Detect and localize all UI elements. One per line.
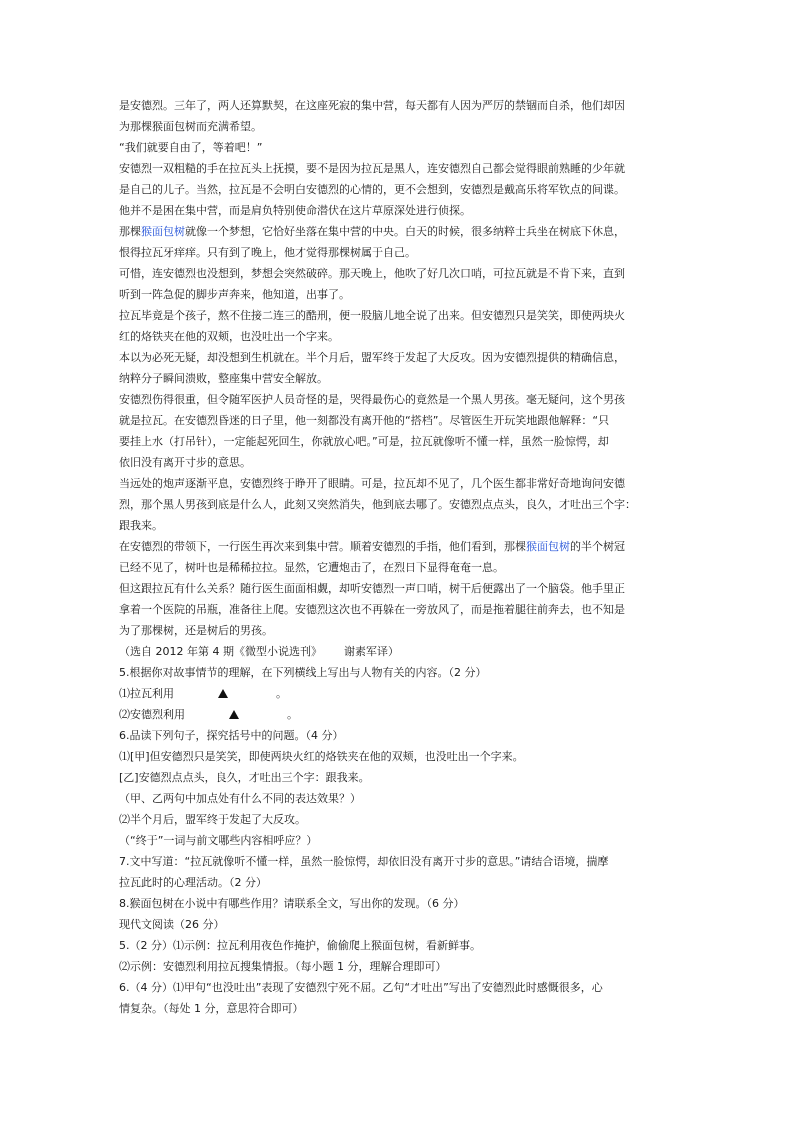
blank-label: ⑵安德烈利用: [119, 708, 185, 721]
baobab-tree-link[interactable]: 猴面包树: [526, 540, 570, 553]
text-line: 他并不是困在集中营，而是肩负特别使命潜伏在这片草原深处进行侦探。: [119, 204, 471, 217]
triangle-marker-icon: [229, 710, 239, 719]
text-line: [119, 221, 679, 242]
text-line: 拉瓦此时的心理活动。（2 分）: [119, 876, 267, 889]
text-line: 红的烙铁夹在他的双颊，也没吐出一个字来。: [119, 330, 339, 343]
question-5-blank-1: [119, 683, 679, 704]
question-7: 7.文中写道：“拉瓦就像听不懂一样，虽然一脸惊愕，却依旧没有离开寸步的意思。”请结合语境，揣摩: [119, 855, 609, 868]
text-line: ⑴[甲]但安德烈只是笑笑，即使两块火红的烙铁夹在他的双颊，也没吐出一个字来。: [119, 750, 524, 763]
text-segment: 在安德烈的带领下，一行医生再次来到集中营。顺着安德烈的手指，他们看到，那棵: [119, 540, 526, 553]
text-line: 已经不见了，树叶也是稀稀拉拉。显然，它遭炮击了，在烈日下显得奄奄一息。: [119, 561, 504, 574]
question-6: 6.品读下列句子，探究括号中的问题。（4 分）: [119, 729, 344, 742]
document-page: [119, 95, 679, 1019]
text-line: 拉瓦毕竟是个孩子，熬不住接二连三的酷刑，便一股脑儿地全说了出来。但安德烈只是笑笑，即使两块火: [119, 309, 625, 322]
text-line: （“终于”一词与前文哪些内容相呼应？）: [119, 834, 318, 847]
text-line: 本以为必死无疑，却没想到生机就在。半个月后，盟军终于发起了大反攻。因为安德烈提供的精确信息，: [119, 351, 625, 364]
text-line: 恨得拉瓦牙痒痒。只有到了晚上，他才觉得那棵树属于自己。: [119, 246, 416, 259]
text-line: 要挂上水（打吊针），一定能起死回生，你就放心吧。”可是，拉瓦就像听不懂一样，虽然一脸惊愕，却: [119, 435, 609, 448]
question-5-blank-2: [119, 704, 679, 725]
text-line: 当远处的炮声逐渐平息，安德烈终于睁开了眼睛。可是，拉瓦却不见了，几个医生都非常好奇地询问安德: [119, 477, 625, 490]
text-line: 但这跟拉瓦有什么关系？随行医生面面相觑，却听安德烈一声口哨，树干后便露出了一个脑袋。他手里正: [119, 582, 625, 595]
source-line: [119, 641, 679, 662]
text-line: [119, 536, 679, 557]
blank-end: 。: [276, 687, 287, 700]
blank-end: 。: [287, 708, 298, 721]
text-line: 可惜，连安德烈也没想到，梦想会突然破碎。那天晚上，他吹了好几次口哨，可拉瓦就是不肯下来，直到: [119, 267, 625, 280]
text-line: 为那棵猴面包树而充满希望。: [119, 120, 262, 133]
text-line: 安德烈一双粗糙的手在拉瓦头上抚摸，要不是因为拉瓦是黑人，连安德烈自己都会觉得眼前熟睡的少年就: [119, 162, 625, 175]
baobab-tree-link[interactable]: 猴面包树: [141, 225, 185, 238]
triangle-marker-icon: [218, 689, 228, 698]
answer-5: 5.（2 分）⑴示例：拉瓦利用夜色作掩护，偷偷爬上猴面包树，看新鲜事。: [119, 939, 481, 952]
text-line: 拿着一个医院的吊瓶，准备往上爬。安德烈这次也不再躲在一旁放风了，而是拖着腿往前奔去，也不知是: [119, 603, 625, 616]
text-line: 安德烈伤得很重，但令随军医护人员奇怪的是，哭得最伤心的竟然是一个黑人男孩。毫无疑问，这个男孩: [119, 393, 625, 406]
source-citation: （选自 2012 年第 4 期《微型小说选刊》: [119, 645, 322, 658]
answer-6: 6.（4 分）⑴甲句“也没吐出”表现了安德烈宁死不屈。乙句“才吐出”写出了安德烈此时感慨很多，心: [119, 981, 603, 994]
answer-5-part-2: ⑵示例：安德烈利用拉瓦搜集情报。（每小题 1 分，理解合理即可）: [119, 960, 447, 973]
answer-section-title: 现代文阅读（26 分）: [119, 918, 225, 931]
text-line: 听到一阵急促的脚步声奔来，他知道，出事了。: [119, 288, 350, 301]
text-line: （甲、乙两句中加点处有什么不同的表达效果？）: [119, 792, 361, 805]
question-8: 8.猴面包树在小说中有哪些作用？请联系全文，写出你的发现。（6 分）: [119, 897, 465, 910]
answer-6-cont: 情复杂。（每处 1 分，意思符合即可）: [119, 1002, 304, 1015]
text-line: [乙]安德烈点点头，良久，才吐出三个字：跟我来。: [119, 771, 370, 784]
text-line: ⑵半个月后，盟军终于发起了大反攻。: [119, 813, 306, 826]
text-segment: 就像一个梦想，它恰好坐落在集中营的中央。白天的时候，很多纳粹士兵坐在树底下休息，: [185, 225, 625, 238]
text-line: 纳粹分子瞬间溃败，整座集中营安全解放。: [119, 372, 328, 385]
translator-credit: 谢素军译）: [343, 645, 399, 658]
blank-label: ⑴拉瓦利用: [119, 687, 174, 700]
text-segment: 的半个树冠: [570, 540, 625, 553]
text-line: 烈，那个黑人男孩到底是什么人，此刻又突然消失，他到底去哪了。安德烈点点头，良久，才吐出三个字：: [119, 498, 636, 511]
text-line: 为了那棵树，还是树后的男孩。: [119, 624, 273, 637]
text-line: 是自己的儿子。当然，拉瓦是不会明白安德烈的心情的，更不会想到，安德烈是戴高乐将军钦点的间谍。: [119, 183, 625, 196]
text-line: 跟我来。: [119, 519, 163, 532]
text-line: 就是拉瓦。在安德烈昏迷的日子里，他一刻都没有离开他的“搭档”。尽管医生开玩笑地跟他解释：“只: [119, 414, 610, 427]
text-segment: 那棵: [119, 225, 141, 238]
question-5: 5.根据你对故事情节的理解，在下列横线上写出与人物有关的内容。（2 分）: [119, 666, 487, 679]
text-line: 是安德烈。三年了，两人还算默契，在这座死寂的集中营，每天都有人因为严厉的禁锢而自杀，他们却因: [119, 99, 625, 112]
text-line: “我们就要自由了，等着吧！”: [119, 141, 263, 154]
text-line: 依旧没有离开寸步的意思。: [119, 456, 251, 469]
